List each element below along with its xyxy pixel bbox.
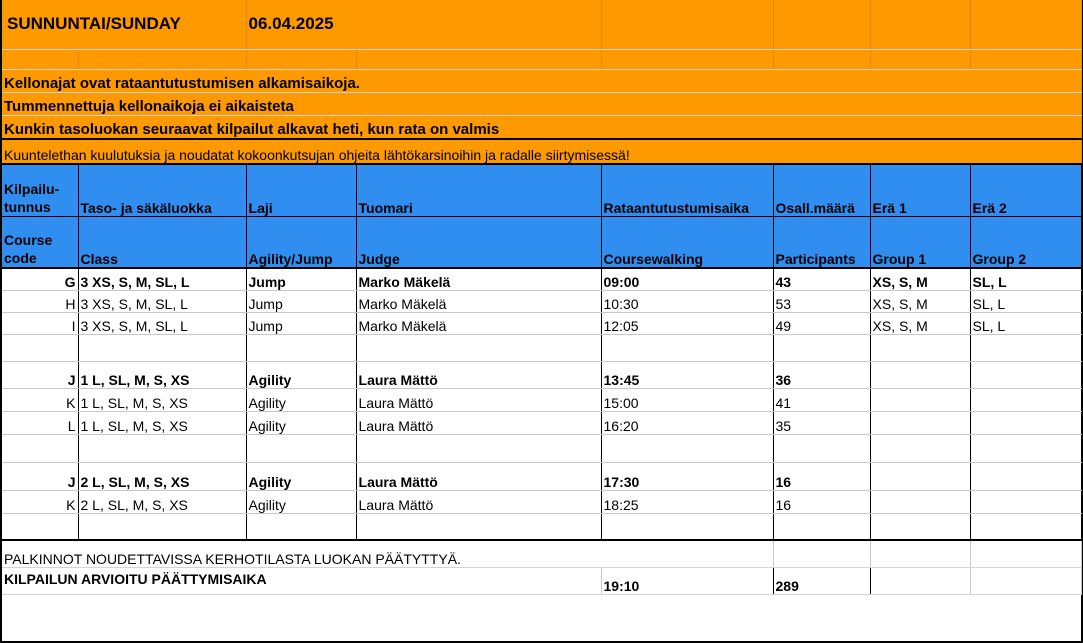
group1-cell[interactable]: XS, S, M <box>870 290 970 312</box>
header-code-fi-line2: tunnus <box>4 198 51 215</box>
header-time-fi[interactable]: Rataantutustumisaika <box>601 164 773 216</box>
discipline-cell[interactable]: Jump <box>246 290 356 312</box>
judge-cell[interactable]: Laura Mättö <box>356 490 601 513</box>
class-cell[interactable]: 3 XS, S, M, SL, L <box>78 290 246 312</box>
day-title[interactable]: SUNNUNTAI/SUNDAY <box>2 0 246 49</box>
empty-cell[interactable] <box>970 513 1081 540</box>
table-row <box>2 361 1081 388</box>
participants-cell[interactable]: 36 <box>773 361 870 388</box>
header-participants-fi[interactable]: Osall.määrä <box>773 164 870 216</box>
judge-cell[interactable]: Laura Mättö <box>356 411 601 434</box>
spacer-row <box>2 334 1081 361</box>
note-2[interactable]: Tummennettuja kellonaikoja ei aikaisteta <box>2 92 1081 115</box>
prizes-note[interactable]: PALKINNOT NOUDETTAVISSA KERHOTILASTA LUOKAN PÄÄTYTTYÄ. <box>2 540 773 567</box>
empty-cell[interactable] <box>78 334 246 361</box>
note-row-1 <box>2 69 1081 92</box>
time-cell[interactable]: 17:30 <box>601 462 773 490</box>
group2-cell[interactable]: SL, L <box>970 290 1081 312</box>
header-code-fi-line1: Kilpailu- <box>4 180 60 197</box>
header-code-fi[interactable] <box>2 164 78 216</box>
note-1[interactable]: Kellonajat ovat rataantutustumisen alkamisaikoja. <box>2 69 1081 92</box>
discipline-cell[interactable]: Jump <box>246 312 356 334</box>
empty-cell[interactable] <box>78 513 246 540</box>
group2-cell[interactable] <box>970 462 1081 490</box>
class-cell[interactable]: 2 L, SL, M, S, XS <box>78 490 246 513</box>
header-judge-en[interactable]: Judge <box>356 216 601 268</box>
course-code-cell[interactable]: J <box>2 361 78 388</box>
empty-cell[interactable] <box>773 434 870 462</box>
header-group1-fi[interactable]: Erä 1 <box>870 164 970 216</box>
header-code-en-line2: code <box>4 250 37 266</box>
header-discipline-fi[interactable]: Laji <box>246 164 356 216</box>
participants-cell[interactable]: 35 <box>773 411 870 434</box>
group2-cell[interactable] <box>970 361 1081 388</box>
discipline-cell[interactable]: Agility <box>246 411 356 434</box>
empty-cell[interactable] <box>356 334 601 361</box>
judge-cell[interactable]: Marko Mäkelä <box>356 312 601 334</box>
group2-cell[interactable]: SL, L <box>970 268 1081 290</box>
time-cell[interactable]: 12:05 <box>601 312 773 334</box>
group1-cell[interactable] <box>870 490 970 513</box>
table-row <box>2 312 1081 334</box>
class-cell[interactable]: 3 XS, S, M, SL, L <box>78 312 246 334</box>
empty-cell[interactable] <box>78 434 246 462</box>
group1-cell[interactable] <box>870 388 970 411</box>
participants-cell[interactable]: 16 <box>773 462 870 490</box>
participants-cell[interactable]: 16 <box>773 490 870 513</box>
header-participants-en[interactable]: Participants <box>773 216 870 268</box>
header-judge-fi[interactable]: Tuomari <box>356 164 601 216</box>
empty-cell[interactable] <box>601 434 773 462</box>
group1-cell[interactable]: XS, S, M <box>870 312 970 334</box>
class-cell[interactable]: 2 L, SL, M, S, XS <box>78 462 246 490</box>
empty-cell[interactable] <box>970 567 1081 594</box>
time-cell[interactable]: 09:00 <box>601 268 773 290</box>
empty-cell[interactable] <box>356 513 601 540</box>
participants-cell[interactable]: 53 <box>773 290 870 312</box>
empty-cell[interactable] <box>601 513 773 540</box>
discipline-cell[interactable]: Agility <box>246 361 356 388</box>
discipline-cell[interactable]: Jump <box>246 268 356 290</box>
course-code-cell[interactable]: H <box>2 290 78 312</box>
group2-cell[interactable] <box>970 388 1081 411</box>
judge-cell[interactable]: Marko Mäkelä <box>356 290 601 312</box>
header-code-en[interactable] <box>2 216 78 268</box>
judge-cell[interactable]: Marko Mäkelä <box>356 268 601 290</box>
empty-cell[interactable] <box>870 540 970 567</box>
header-group1-en[interactable]: Group 1 <box>870 216 970 268</box>
course-code-cell[interactable]: K <box>2 490 78 513</box>
discipline-cell[interactable]: Agility <box>246 462 356 490</box>
empty-cell[interactable] <box>246 513 356 540</box>
header-class-en[interactable]: Class <box>78 216 246 268</box>
class-cell[interactable]: 1 L, SL, M, S, XS <box>78 388 246 411</box>
course-code-cell[interactable]: L <box>2 411 78 434</box>
note-4[interactable]: Kuuntelethan kuulutuksia ja noudatat kokoonkutsujan ohjeita lähtökarsinoihin ja radalle siirtymisessä! <box>2 139 1081 164</box>
note-row-4 <box>2 139 1081 164</box>
class-cell[interactable]: 3 XS, S, M, SL, L <box>78 268 246 290</box>
empty-cell[interactable] <box>601 334 773 361</box>
time-cell[interactable]: 15:00 <box>601 388 773 411</box>
total-participants[interactable]: 289 <box>773 567 870 594</box>
footer-row-prizes <box>2 540 1081 567</box>
table-row <box>2 411 1081 434</box>
header-code-en-line1: Course <box>4 232 53 248</box>
participants-cell[interactable]: 43 <box>773 268 870 290</box>
participants-cell[interactable]: 41 <box>773 388 870 411</box>
spacer-row <box>2 513 1081 540</box>
course-code-cell[interactable]: K <box>2 388 78 411</box>
header-row-fi <box>2 164 1081 216</box>
group2-cell[interactable] <box>970 411 1081 434</box>
spacer-row <box>2 434 1081 462</box>
group1-cell[interactable] <box>870 361 970 388</box>
group1-cell[interactable]: XS, S, M <box>870 268 970 290</box>
header-group2-fi[interactable]: Erä 2 <box>970 164 1081 216</box>
judge-cell[interactable]: Laura Mättö <box>356 388 601 411</box>
empty-cell[interactable] <box>2 513 78 540</box>
end-time-label[interactable]: KILPAILUN ARVIOITU PÄÄTTYMISAIKA <box>2 567 601 594</box>
empty-cell[interactable] <box>970 334 1081 361</box>
empty-cell[interactable] <box>970 434 1081 462</box>
empty-cell[interactable] <box>773 513 870 540</box>
note-row-3 <box>2 115 1081 139</box>
end-time-value[interactable]: 19:10 <box>601 567 773 594</box>
discipline-cell[interactable]: Agility <box>246 490 356 513</box>
time-cell[interactable]: 10:30 <box>601 290 773 312</box>
header-row-en <box>2 216 1081 268</box>
time-cell[interactable]: 13:45 <box>601 361 773 388</box>
course-code-cell[interactable]: G <box>2 268 78 290</box>
empty-cell[interactable] <box>2 434 78 462</box>
empty-cell[interactable] <box>870 434 970 462</box>
empty-cell[interactable] <box>246 434 356 462</box>
group1-cell[interactable] <box>870 462 970 490</box>
table-row <box>2 462 1081 490</box>
note-row-2 <box>2 92 1081 115</box>
empty-cell[interactable] <box>870 567 970 594</box>
table-row <box>2 268 1081 290</box>
class-cell[interactable]: 1 L, SL, M, S, XS <box>78 411 246 434</box>
table-row <box>2 490 1081 513</box>
empty-cell[interactable] <box>870 513 970 540</box>
class-cell[interactable]: 1 L, SL, M, S, XS <box>78 361 246 388</box>
group2-cell[interactable] <box>970 490 1081 513</box>
participants-cell[interactable]: 49 <box>773 312 870 334</box>
time-cell[interactable]: 16:20 <box>601 411 773 434</box>
empty-cell[interactable] <box>970 540 1081 567</box>
note-3[interactable]: Kunkin tasoluokan seuraavat kilpailut alkavat heti, kun rata on valmis <box>2 115 1081 139</box>
empty-cell[interactable] <box>246 334 356 361</box>
course-code-cell[interactable]: I <box>2 312 78 334</box>
schedule-table <box>2 0 1082 595</box>
group2-cell[interactable]: SL, L <box>970 312 1081 334</box>
empty-cell[interactable] <box>773 334 870 361</box>
group1-cell[interactable] <box>870 411 970 434</box>
header-group2-en[interactable]: Group 2 <box>970 216 1081 268</box>
judge-cell[interactable]: Laura Mättö <box>356 462 601 490</box>
discipline-cell[interactable]: Agility <box>246 388 356 411</box>
empty-cell[interactable] <box>2 334 78 361</box>
empty-cell[interactable] <box>870 334 970 361</box>
table-row <box>2 290 1081 312</box>
empty-cell[interactable] <box>773 540 870 567</box>
course-code-cell[interactable]: J <box>2 462 78 490</box>
judge-cell[interactable]: Laura Mättö <box>356 361 601 388</box>
header-time-en[interactable]: Coursewalking <box>601 216 773 268</box>
title-row <box>2 0 1081 49</box>
table-row <box>2 388 1081 411</box>
header-discipline-en[interactable]: Agility/Jump <box>246 216 356 268</box>
empty-cell[interactable] <box>356 434 601 462</box>
footer-row-end <box>2 567 1081 594</box>
time-cell[interactable]: 18:25 <box>601 490 773 513</box>
header-class-fi[interactable]: Taso- ja säkäluokka <box>78 164 246 216</box>
date-cell[interactable]: 06.04.2025 <box>246 0 601 49</box>
